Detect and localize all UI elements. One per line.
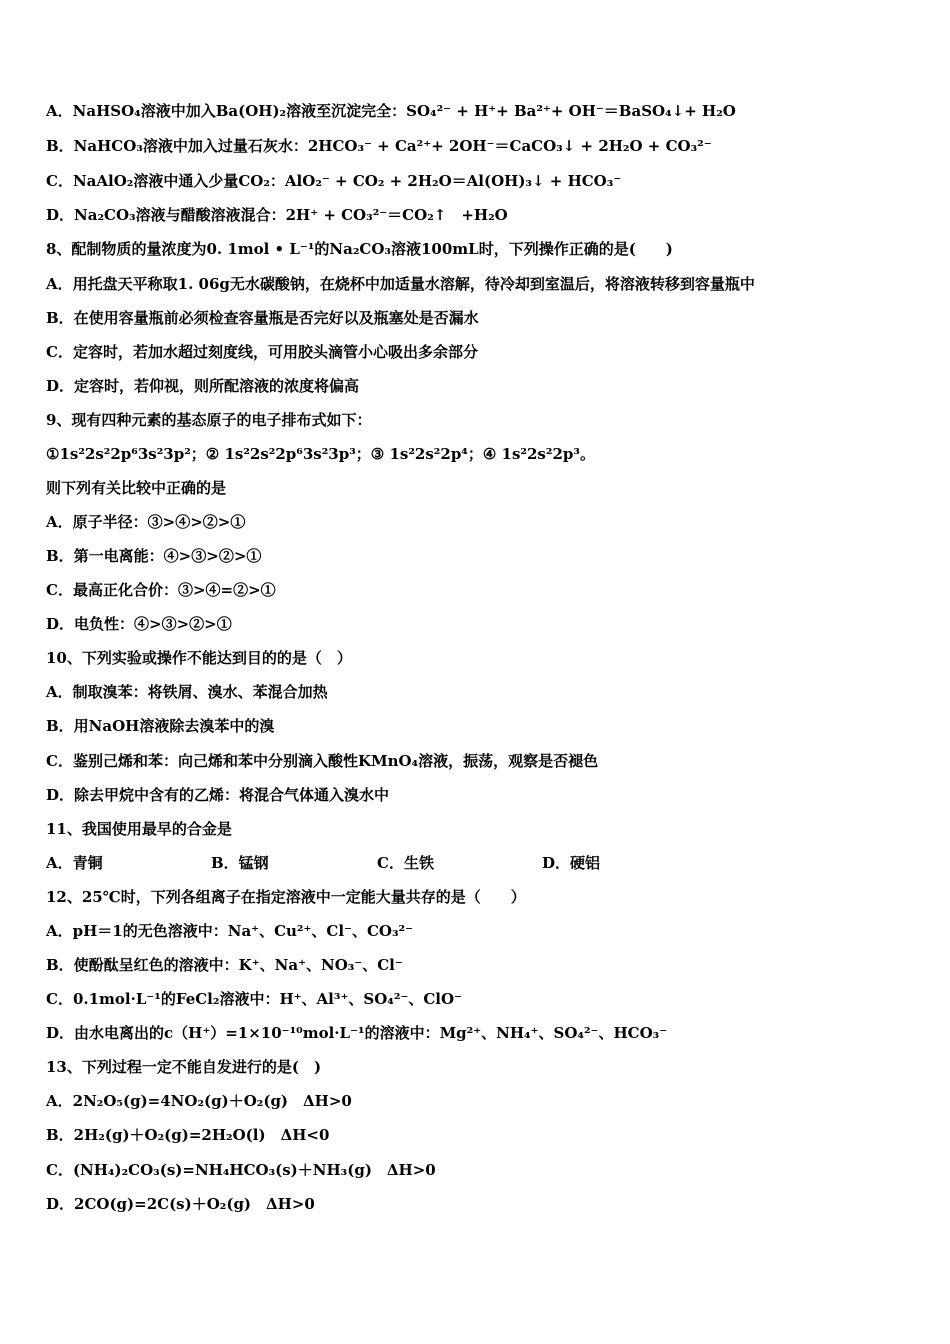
q10-option-d: D．除去甲烷中含有的乙烯：将混合气体通入溴水中 <box>46 786 390 804</box>
q13-option-d: D．2CO(g)=2C(s)＋O₂(g) ΔH>0 <box>46 1195 315 1213</box>
q12-stem: 12、25℃时，下列各组离子在指定溶液中一定能大量共存的是（ ） <box>46 888 526 906</box>
q10-stem: 10、下列实验或操作不能达到目的的是（ ） <box>46 649 352 667</box>
q7-option-d: D．Na₂CO₃溶液与醋酸溶液混合：2H⁺ + CO₃²⁻＝CO₂↑ +H₂O <box>46 206 508 224</box>
q9-prompt: 则下列有关比较中正确的是 <box>46 479 227 497</box>
q9-option-b: B．第一电离能：④>③>②>① <box>46 547 262 565</box>
q13-option-c: C．(NH₄)₂CO₃(s)=NH₄HCO₃(s)＋NH₃(g) ΔH>0 <box>46 1161 436 1179</box>
q10-option-a: A．制取溴苯：将铁屑、溴水、苯混合加热 <box>46 683 328 701</box>
q11-option-a: A．青铜 <box>46 854 103 872</box>
q12-option-b: B．使酚酞呈红色的溶液中：K⁺、Na⁺、NO₃⁻、Cl⁻ <box>46 956 403 974</box>
q8-option-c: C．定容时，若加水超过刻度线，可用胶头滴管小心吸出多余部分 <box>46 343 478 361</box>
q11-stem: 11、我国使用最早的合金是 <box>46 820 232 838</box>
q10-option-b: B．用NaOH溶液除去溴苯中的溴 <box>46 717 275 735</box>
q9-stem: 9、现有四种元素的基态原子的电子排布式如下： <box>46 411 372 429</box>
q7-option-c: C．NaAlO₂溶液中通入少量CO₂：AlO₂⁻ + CO₂ + 2H₂O＝Al(OH)₃↓ + HCO₃⁻ <box>46 172 622 190</box>
q13-stem: 13、下列过程一定不能自发进行的是( ) <box>46 1058 322 1076</box>
q7-option-b: B．NaHCO₃溶液中加入过量石灰水：2HCO₃⁻ + Ca²⁺+ 2OH⁻＝CaCO₃↓ + 2H₂O + CO₃²⁻ <box>46 137 712 155</box>
q9-option-d: D．电负性：④>③>②>① <box>46 615 232 633</box>
q11-option-b: B．锰钢 <box>211 854 269 872</box>
q9-configs: ①1s²2s²2p⁶3s²3p²；② 1s²2s²2p⁶3s²3p³；③ 1s²2s²2p⁴；④ 1s²2s²2p³。 <box>46 445 595 463</box>
q8-option-a: A．用托盘天平称取1. 06g无水碳酸钠，在烧杯中加适量水溶解，待冷却到室温后，将溶液转移到容量瓶中 <box>46 275 755 293</box>
q13-option-a: A．2N₂O₅(g)=4NO₂(g)＋O₂(g) ΔH>0 <box>46 1092 352 1110</box>
q8-option-d: D．定容时，若仰视，则所配溶液的浓度将偏高 <box>46 377 360 395</box>
q12-option-c: C．0.1mol·L⁻¹的FeCl₂溶液中：H⁺、Al³⁺、SO₄²⁻、ClO⁻ <box>46 990 462 1008</box>
q11-options <box>46 851 646 875</box>
q13-option-b: B．2H₂(g)＋O₂(g)=2H₂O(l) ΔH<0 <box>46 1126 330 1144</box>
q12-option-d: D．由水电离出的c（H⁺）=1×10⁻¹⁰mol·L⁻¹的溶液中：Mg²⁺、NH₄⁺、SO₄²⁻、HCO₃⁻ <box>46 1024 668 1042</box>
q11-option-d: D．硬铝 <box>542 854 601 872</box>
q8-stem: 8、配制物质的量浓度为0. 1mol • L⁻¹的Na₂CO₃溶液100mL时，下列操作正确的是( ) <box>46 240 673 258</box>
q12-option-a: A．pH＝1的无色溶液中：Na⁺、Cu²⁺、Cl⁻、CO₃²⁻ <box>46 922 414 940</box>
q9-option-c: C．最高正化合价：③>④=②>① <box>46 581 276 599</box>
q7-option-a: A．NaHSO₄溶液中加入Ba(OH)₂溶液至沉淀完全：SO₄²⁻ + H⁺+ Ba²⁺+ OH⁻＝BaSO₄↓+ H₂O <box>46 102 736 120</box>
q9-option-a: A．原子半径：③>④>②>① <box>46 513 246 531</box>
q8-option-b: B．在使用容量瓶前必须检查容量瓶是否完好以及瓶塞处是否漏水 <box>46 309 479 327</box>
q11-option-c: C．生铁 <box>377 854 434 872</box>
q10-option-c: C．鉴别己烯和苯：向己烯和苯中分别滴入酸性KMnO₄溶液，振荡，观察是否褪色 <box>46 752 599 770</box>
